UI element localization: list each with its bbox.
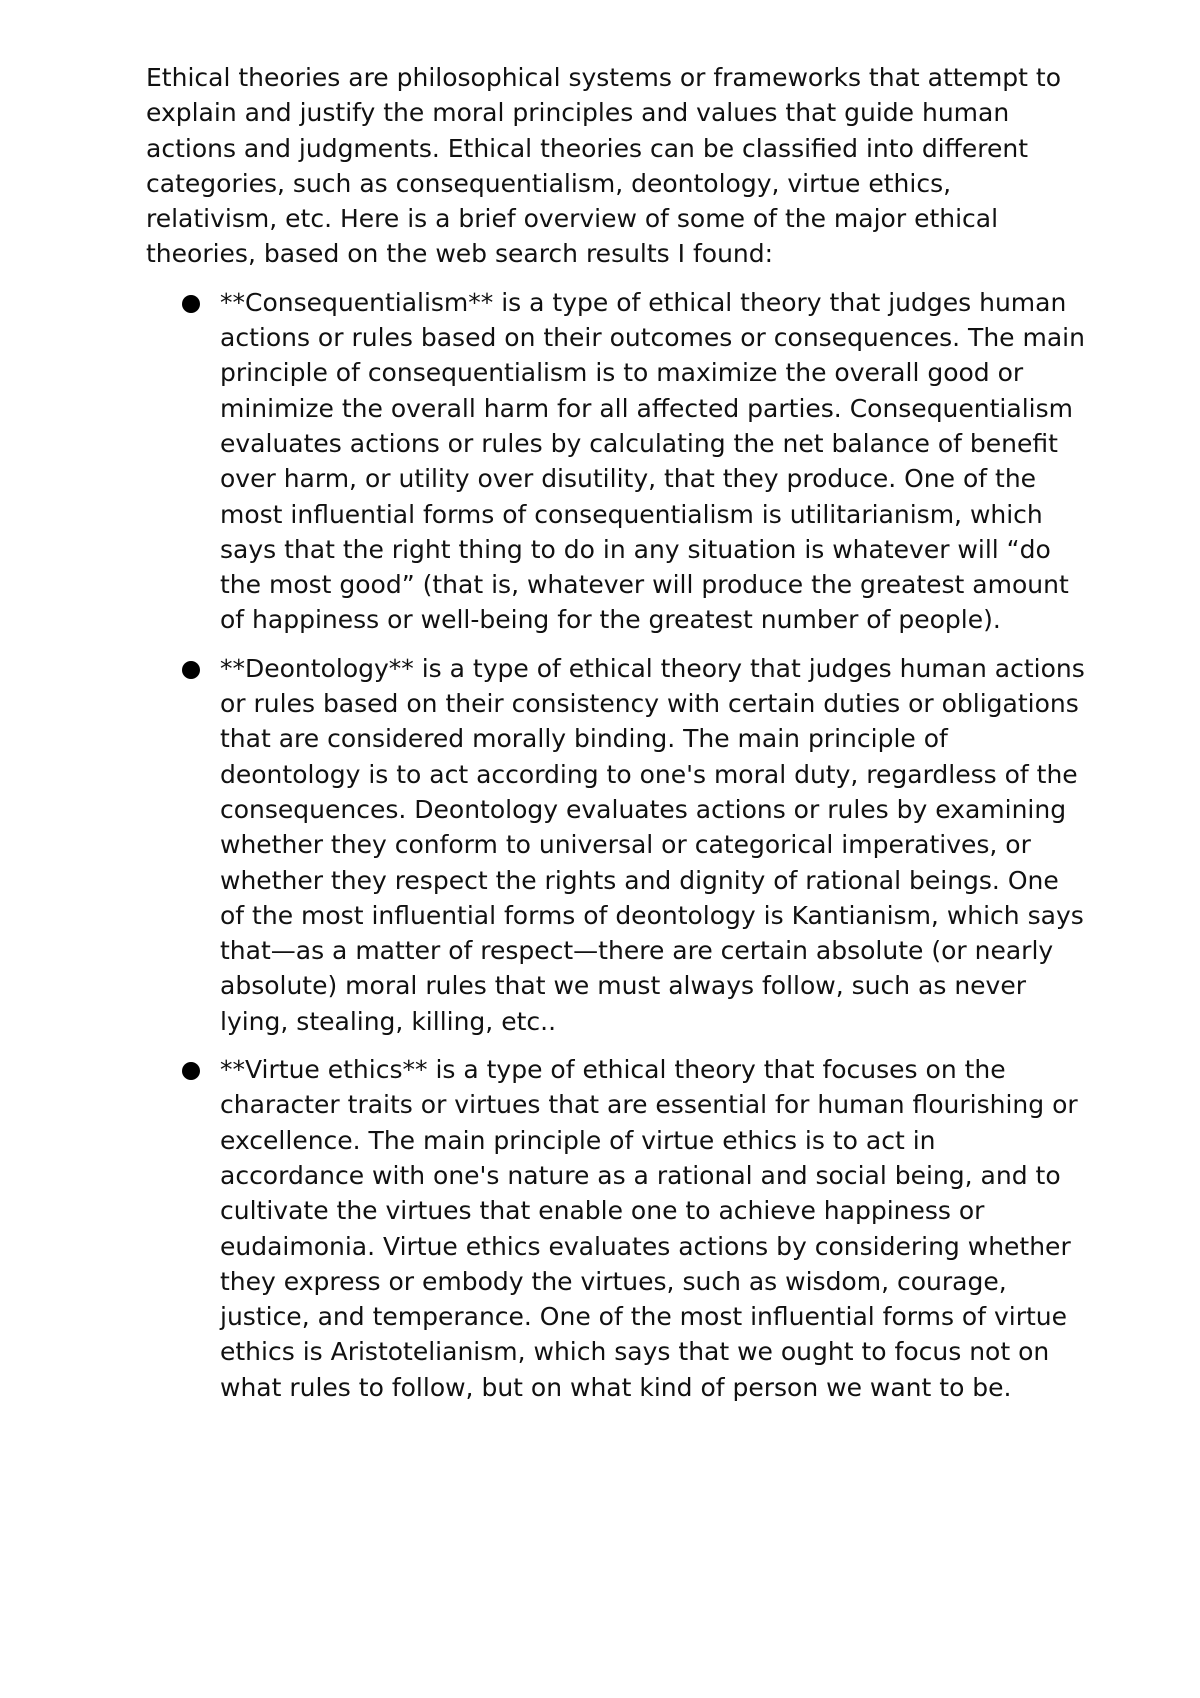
bullet-icon	[182, 661, 200, 679]
document-page	[146, 60, 1086, 1418]
list-item-text: **Consequentialism** is a type of ethical theory that judges human actions or rules based on their outcomes or consequences. The main principle of consequentialism is to maximize the overall good or minimize the overall harm for all affected parties. Consequentialism evaluates actions or rules by calculating the net balance of benefit over harm, or utility over disutility, that they produce. One of the most influential forms of consequentialism is utilitarianism, which says that the right thing to do in any situation is whatever will “do the most good” (that is, whatever will produce the greatest amount of happiness or well-being for the greatest number of people).	[220, 287, 1085, 635]
list-item-text: **Deontology** is a type of ethical theory that judges human actions or rules based on their consistency with certain duties or obligations that are considered morally binding. The main principle of deontology is to act according to one's moral duty, regardless of the consequences. Deontology evaluates actions or rules by examining whether they conform to universal or categorical imperatives, or whether they respect the rights and dignity of rational beings. One of the most influential forms of deontology is Kantianism, which says that—as a matter of respect—there are certain absolute (or nearly absolute) moral rules that we must always follow, such as never lying, stealing, killing, etc..	[220, 653, 1085, 1036]
list-item-deontology	[146, 651, 1086, 1039]
theory-list	[146, 285, 1086, 1405]
bullet-icon	[182, 1062, 200, 1080]
list-item-virtue-ethics	[146, 1052, 1086, 1405]
bullet-icon	[182, 295, 200, 313]
list-item-text: **Virtue ethics** is a type of ethical theory that focuses on the character traits or virtues that are essential for human flourishing or excellence. The main principle of virtue ethics is to act in accordance with one's nature as a rational and social being, and to cultivate the virtues that enable one to achieve happiness or eudaimonia. Virtue ethics evaluates actions by considering whether they express or embody the virtues, such as wisdom, courage, justice, and temperance. One of the most influential forms of virtue ethics is Aristotelianism, which says that we ought to focus not on what rules to follow, but on what kind of person we want to be.	[220, 1055, 1078, 1402]
list-item-consequentialism	[146, 285, 1086, 638]
intro-paragraph: Ethical theories are philosophical systems or frameworks that attempt to explain and justify the moral principles and values that guide human actions and judgments. Ethical theories can be classified into different categories, such as consequentialism, deontology, virtue ethics, relativism, etc. Here is a brief overview of some of the major ethical theories, based on the web search results I found:	[146, 63, 1062, 269]
